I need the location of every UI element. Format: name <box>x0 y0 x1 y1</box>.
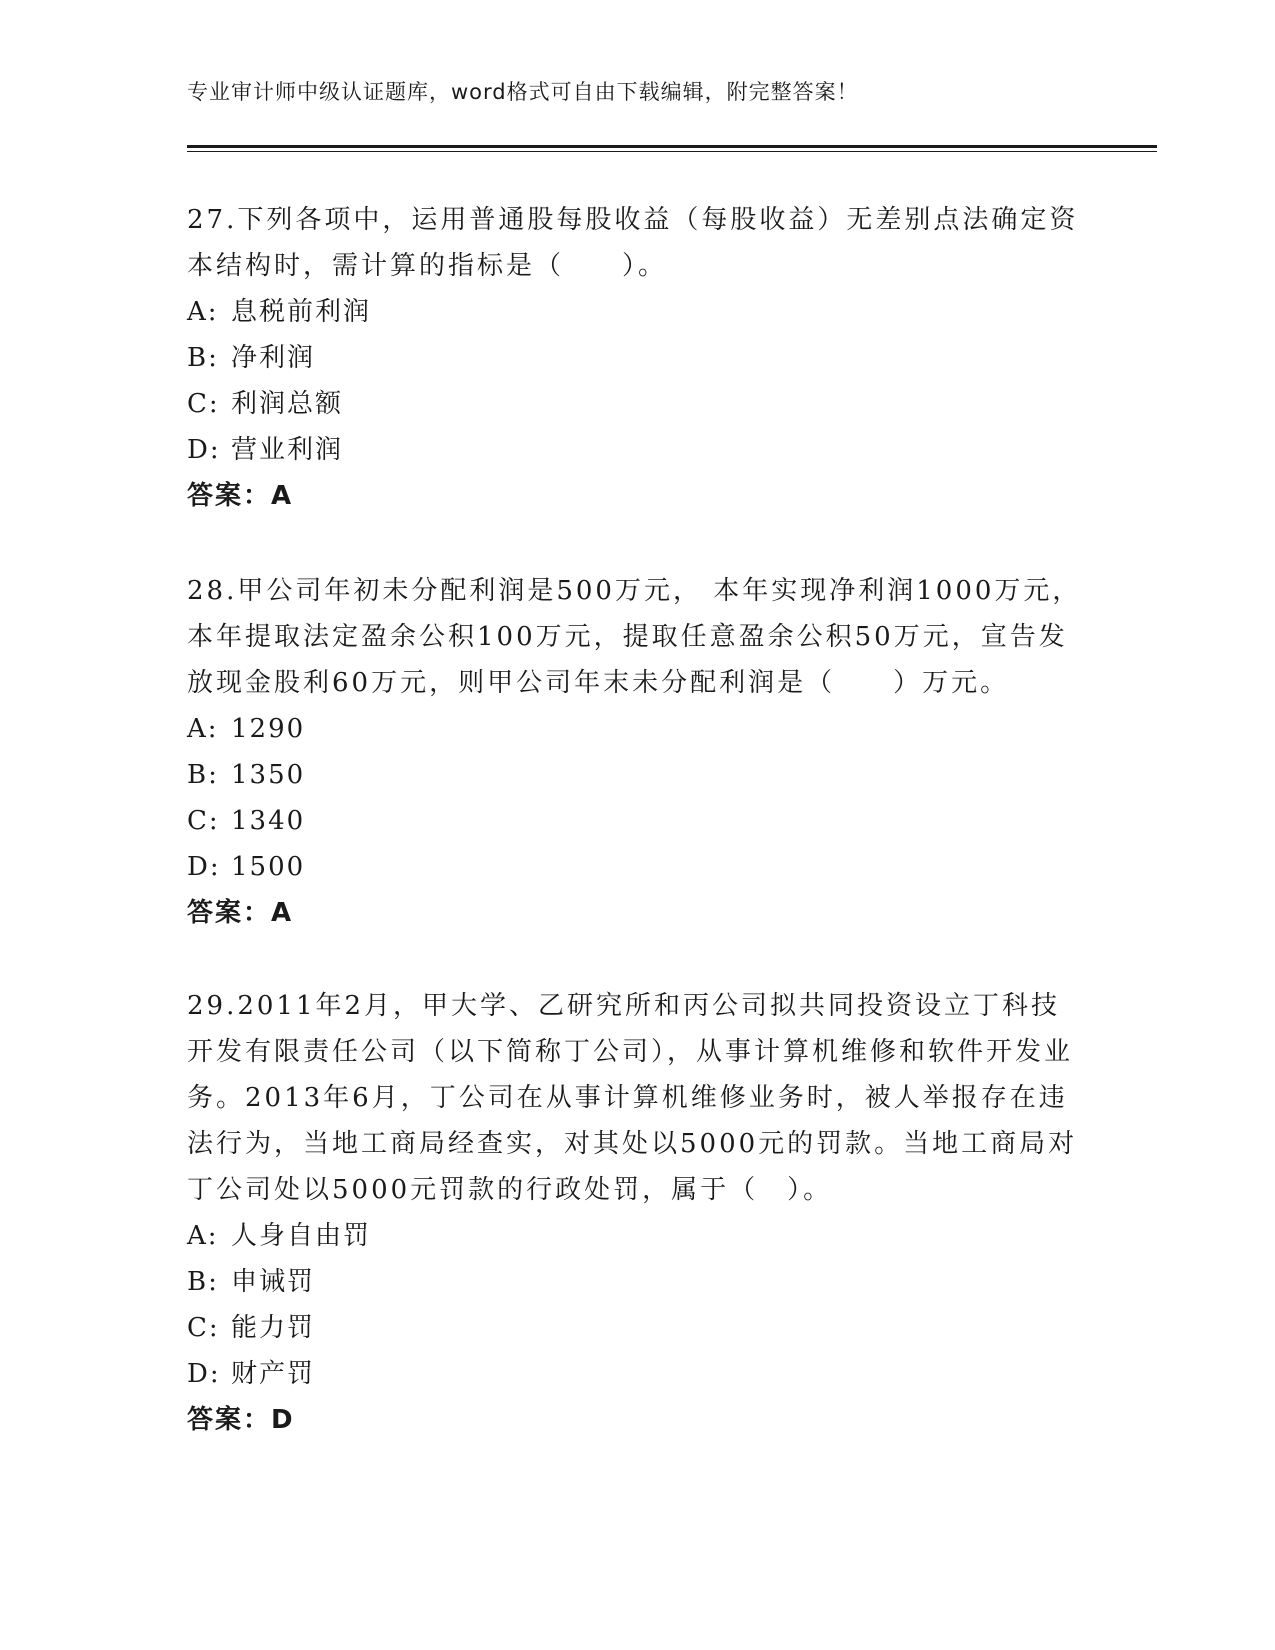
option-d <box>187 844 1087 890</box>
option-key: A: <box>187 297 219 327</box>
option-value: 息税前利润 <box>231 297 372 327</box>
option-a <box>187 1213 1087 1259</box>
option-key: C: <box>187 806 220 836</box>
option-key: B: <box>187 1267 219 1297</box>
question-29 <box>187 983 1087 1443</box>
question-27 <box>187 197 1087 519</box>
option-value: 1290 <box>231 714 306 744</box>
option-d <box>187 1351 1087 1397</box>
option-key: D: <box>187 1359 221 1389</box>
option-b <box>187 1259 1087 1305</box>
option-key: D: <box>187 852 221 882</box>
option-key: C: <box>187 1313 220 1343</box>
option-d <box>187 427 1087 473</box>
answer-label: 答案：A <box>187 898 294 928</box>
option-key: A: <box>187 714 219 744</box>
option-b <box>187 335 1087 381</box>
option-value: 申诫罚 <box>231 1267 316 1297</box>
header-rule-thick <box>187 145 1157 148</box>
option-c <box>187 1305 1087 1351</box>
option-value: 人身自由罚 <box>231 1221 372 1251</box>
question-text: 29.2011年2月，甲大学、乙研究所和丙公司拟共同投资设立丁科技开发有限责任公司（以下简称丁公司），从事计算机维修和软件开发业务。2013年6月，丁公司在从事计算机维修业务时，被人举报存在违法行为，当地工商局经查实，对其处以5000元的罚款。当地工商局对丁公司处以5000元罚款的行政处罚，属于（ ）。 <box>187 991 1078 1205</box>
option-a <box>187 289 1087 335</box>
option-value: 财产罚 <box>231 1359 316 1389</box>
option-value: 1350 <box>231 760 306 790</box>
option-key: C: <box>187 389 220 419</box>
option-value: 利润总额 <box>231 389 344 419</box>
option-c <box>187 798 1087 844</box>
header-rule-thin <box>187 151 1157 152</box>
option-key: A: <box>187 1221 219 1251</box>
option-a <box>187 706 1087 752</box>
option-value: 1500 <box>231 852 306 882</box>
answer-label: 答案：D <box>187 1405 295 1435</box>
option-key: D: <box>187 435 221 465</box>
question-text: 27.下列各项中，运用普通股每股收益（每股收益）无差别点法确定资本结构时，需计算的指标是（ ）。 <box>187 205 1079 281</box>
option-b <box>187 752 1087 798</box>
answer-label: 答案：A <box>187 481 294 511</box>
page-header: 专业审计师中级认证题库，word格式可自由下载编辑，附完整答案！ <box>187 80 859 104</box>
question-28 <box>187 568 1087 936</box>
option-c <box>187 381 1087 427</box>
option-value: 能力罚 <box>231 1313 316 1343</box>
question-text: 28.甲公司年初未分配利润是500万元， 本年实现净利润1000万元，本年提取法定盈余公积100万元，提取任意盈余公积50万元，宣告发放现金股利60万元，则甲公司年末未分配利润是（ ）万元。 <box>187 576 1082 698</box>
option-key: B: <box>187 760 219 790</box>
option-key: B: <box>187 343 219 373</box>
option-value: 营业利润 <box>231 435 344 465</box>
option-value: 净利润 <box>231 343 316 373</box>
option-value: 1340 <box>231 806 306 836</box>
